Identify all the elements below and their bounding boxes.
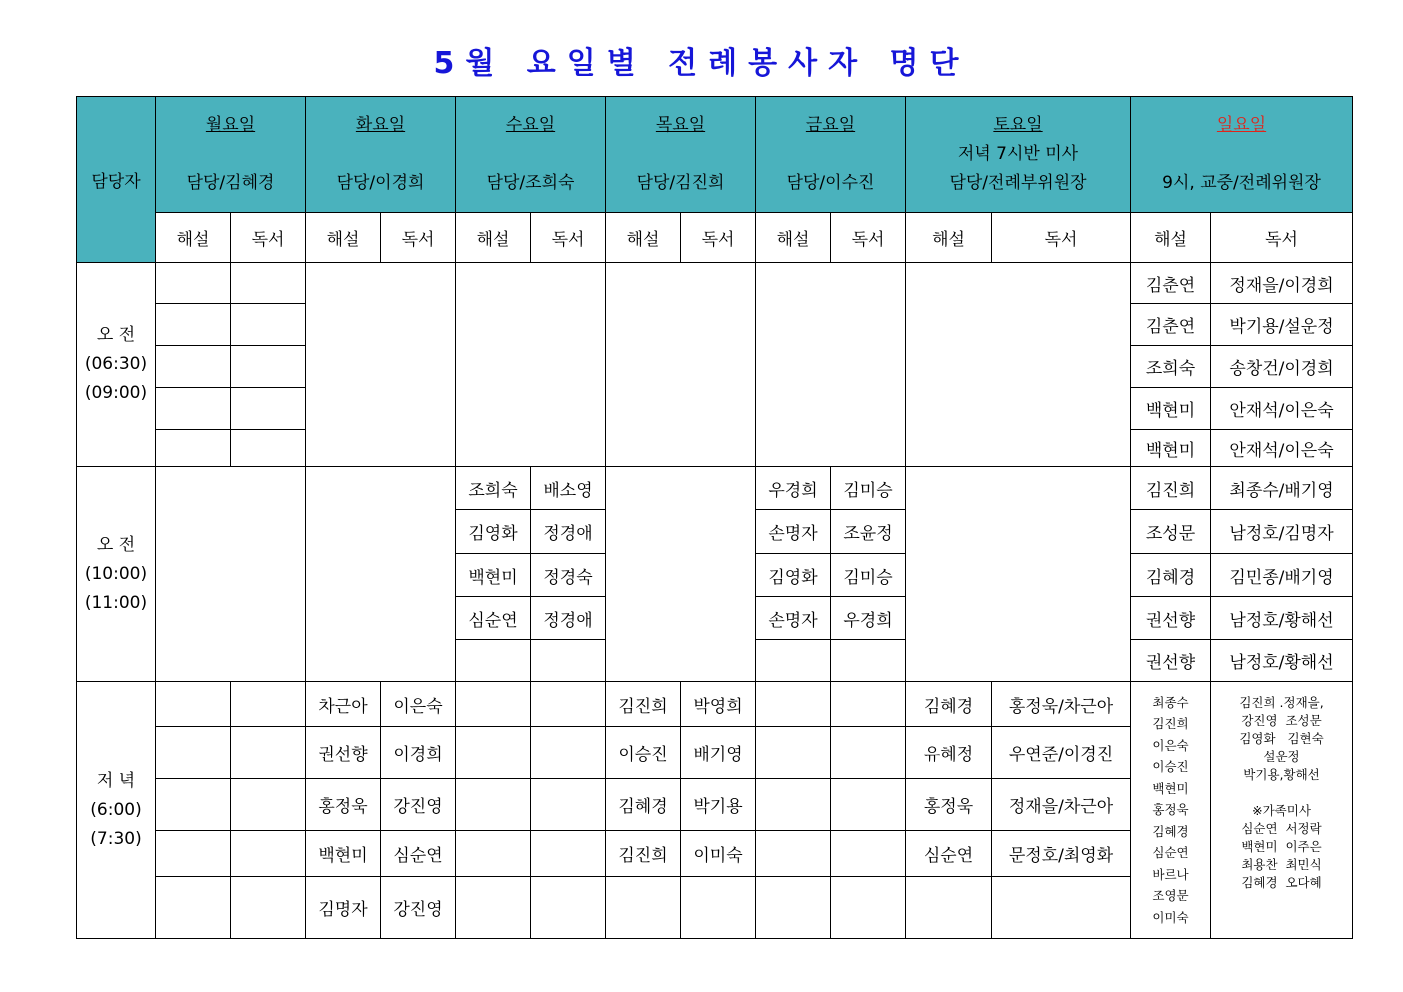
reader-cell: 안재석/이은숙 [1211, 388, 1353, 430]
empty-cell [831, 877, 906, 939]
commentary-cell [756, 640, 831, 682]
day-manager: 담당/김진희 [636, 173, 725, 193]
empty-cell [531, 682, 606, 727]
empty-cell [231, 779, 306, 831]
reader-cell [531, 640, 606, 682]
day-header-tue [306, 97, 456, 213]
roster-table [76, 96, 1353, 939]
day-header-mon [156, 97, 306, 213]
reader-cell: 안재석/이은숙 [1211, 430, 1353, 467]
reader-cell: 송창건/이경희 [1211, 346, 1353, 388]
empty-cell [156, 779, 231, 831]
empty-cell [756, 877, 831, 939]
reader-cell [831, 640, 906, 682]
empty-block [306, 467, 456, 682]
reader-cell: 정재을/이경희 [1211, 263, 1353, 304]
reader-cell: 최종수/배기영 [1211, 467, 1353, 510]
empty-cell [456, 831, 531, 877]
list-item: ※가족미사 [1252, 803, 1311, 818]
reader-cell: 정경애 [531, 597, 606, 640]
empty-block [756, 263, 906, 467]
reader-cell: 김미승 [831, 554, 906, 597]
list-item: 심순연 서정락 [1241, 821, 1322, 836]
empty-block [906, 467, 1131, 682]
commentary-cell: 백현미 [306, 831, 381, 877]
reader-cell: 조윤정 [831, 510, 906, 554]
period-time: (09:00) [84, 383, 148, 403]
day-header-wed [456, 97, 606, 213]
reader-cell: 배기영 [681, 727, 756, 779]
empty-cell [531, 877, 606, 939]
commentary-cell [906, 877, 992, 939]
empty-block [906, 263, 1131, 467]
period-time: (6:00) [90, 799, 142, 820]
period-name: 오 전 [96, 534, 136, 555]
list-item: 최종수 [1152, 694, 1189, 710]
list-item: 김혜경 오다혜 [1241, 875, 1322, 890]
empty-cell [756, 779, 831, 831]
empty-cell [231, 877, 306, 939]
day-manager: 담당/이경희 [336, 173, 425, 193]
empty-cell [231, 682, 306, 727]
empty-cell [156, 430, 231, 467]
commentary-cell: 이승진 [606, 727, 681, 779]
commentary-cell: 권선향 [306, 727, 381, 779]
reader-cell: 문정호/최영화 [992, 831, 1131, 877]
list-item: 조영문 [1152, 888, 1189, 904]
empty-cell [156, 727, 231, 779]
day-name: 화요일 [355, 115, 406, 135]
commentary-cell: 손명자 [756, 510, 831, 554]
period-name: 저 녁 [96, 770, 136, 791]
day-name: 목요일 [655, 115, 706, 135]
empty-cell [456, 877, 531, 939]
sunday-evening-reader-list [1211, 682, 1353, 939]
empty-cell [456, 682, 531, 727]
period-time: (7:30) [90, 828, 142, 849]
day-manager: 담당/이수진 [786, 173, 875, 193]
empty-cell [831, 682, 906, 727]
reader-cell: 정재을/차근아 [992, 779, 1131, 831]
empty-block [456, 263, 606, 467]
list-item: 백현미 [1152, 780, 1189, 796]
commentary-cell: 김혜경 [606, 779, 681, 831]
empty-cell [231, 727, 306, 779]
role-reader-header: 독서 [992, 213, 1131, 263]
reader-cell: 배소영 [531, 467, 606, 510]
day-manager: 9시, 교중/전례위원장 [1162, 173, 1321, 193]
reader-cell: 남정호/김명자 [1211, 510, 1353, 554]
empty-cell [756, 682, 831, 727]
role-commentary-header: 해설 [756, 213, 831, 263]
commentary-cell: 김혜경 [906, 682, 992, 727]
reader-cell [681, 877, 756, 939]
list-item: 김진희 .정재을, [1239, 695, 1324, 710]
empty-cell [231, 430, 306, 467]
commentary-cell: 조희숙 [456, 467, 531, 510]
commentary-cell: 김진희 [1131, 467, 1211, 510]
table-row [77, 467, 1353, 510]
empty-cell [231, 263, 306, 304]
empty-cell [531, 779, 606, 831]
reader-cell: 우연준/이경진 [992, 727, 1131, 779]
list-item: 박기용,황해선 [1243, 767, 1320, 782]
empty-cell [156, 877, 231, 939]
role-reader-header: 독서 [1211, 213, 1353, 263]
table-row [77, 682, 1353, 727]
role-commentary-header: 해설 [456, 213, 531, 263]
commentary-cell: 조성문 [1131, 510, 1211, 554]
commentary-cell: 백현미 [1131, 388, 1211, 430]
empty-cell [231, 831, 306, 877]
day-name: 일요일 [1216, 115, 1267, 135]
period-time: (10:00) [84, 563, 148, 584]
period-time: (11:00) [84, 592, 148, 613]
empty-cell [456, 727, 531, 779]
day-manager: 담당/전례부위원장 [949, 173, 1087, 193]
empty-cell [831, 727, 906, 779]
list-item: 홍정욱 [1152, 802, 1189, 818]
day-header-sun [1131, 97, 1353, 213]
commentary-cell: 조희숙 [1131, 346, 1211, 388]
commentary-cell: 백현미 [1131, 430, 1211, 467]
period-time: (06:30) [84, 354, 148, 374]
period-label [77, 263, 156, 467]
reader-cell: 남정호/황해선 [1211, 640, 1353, 682]
day-name: 월요일 [205, 115, 256, 135]
list-item: 최용찬 최민식 [1241, 857, 1322, 872]
reader-cell: 강진영 [381, 779, 456, 831]
empty-cell [756, 727, 831, 779]
list-item: 이은숙 [1152, 737, 1189, 753]
reader-cell: 정경애 [531, 510, 606, 554]
reader-cell: 정경숙 [531, 554, 606, 597]
reader-cell: 이미숙 [681, 831, 756, 877]
list-item: 이미숙 [1152, 909, 1189, 925]
role-commentary-header: 해설 [156, 213, 231, 263]
commentary-cell: 심순연 [906, 831, 992, 877]
commentary-cell: 심순연 [456, 597, 531, 640]
commentary-cell: 김진희 [606, 682, 681, 727]
period-name: 오 전 [96, 325, 136, 345]
corner-header: 담당자 [77, 97, 156, 263]
commentary-cell: 김혜경 [1131, 554, 1211, 597]
commentary-cell [456, 640, 531, 682]
empty-cell [231, 388, 306, 430]
table-row [77, 263, 1353, 304]
empty-block [606, 263, 756, 467]
reader-cell: 이경희 [381, 727, 456, 779]
empty-cell [156, 682, 231, 727]
commentary-cell: 김진희 [606, 831, 681, 877]
reader-cell [992, 877, 1131, 939]
empty-cell [756, 831, 831, 877]
empty-block [606, 467, 756, 682]
empty-cell [156, 304, 231, 346]
day-manager: 담당/김혜경 [186, 173, 275, 193]
role-reader-header: 독서 [831, 213, 906, 263]
page-title: 5월 요일별 전례봉사자 명단 [433, 46, 970, 81]
list-item: 백현미 이주은 [1241, 839, 1322, 854]
day-name: 토요일 [993, 115, 1043, 135]
role-commentary-header: 해설 [1131, 213, 1211, 263]
list-item: 김영화 김현숙 [1239, 731, 1324, 746]
role-commentary-header: 해설 [906, 213, 992, 263]
empty-cell [531, 831, 606, 877]
day-header-sat [906, 97, 1131, 213]
day-manager: 담당/조희숙 [486, 173, 575, 193]
reader-cell: 김미승 [831, 467, 906, 510]
commentary-cell: 우경희 [756, 467, 831, 510]
reader-cell: 우경희 [831, 597, 906, 640]
list-item: 김진희 [1152, 716, 1189, 732]
commentary-cell: 홍정욱 [906, 779, 992, 831]
day-name: 수요일 [505, 115, 556, 135]
list-item: 이승진 [1152, 759, 1189, 775]
empty-block [156, 467, 306, 682]
commentary-cell: 홍정욱 [306, 779, 381, 831]
list-item: 강진영 조성문 [1241, 713, 1322, 728]
empty-cell [231, 346, 306, 388]
day-header-fri [756, 97, 906, 213]
reader-cell: 심순연 [381, 831, 456, 877]
commentary-cell: 백현미 [456, 554, 531, 597]
commentary-cell [606, 877, 681, 939]
role-reader-header: 독서 [381, 213, 456, 263]
role-row [77, 213, 1353, 263]
empty-cell [831, 779, 906, 831]
list-item: 김혜경 [1152, 823, 1189, 839]
commentary-cell: 유혜정 [906, 727, 992, 779]
list-item: 바르나 [1152, 866, 1189, 882]
commentary-cell: 김영화 [756, 554, 831, 597]
reader-cell: 김민종/배기영 [1211, 554, 1353, 597]
empty-cell [531, 727, 606, 779]
reader-cell: 홍정욱/차근아 [992, 682, 1131, 727]
empty-cell [231, 304, 306, 346]
day-name: 금요일 [805, 115, 856, 135]
reader-cell: 박영희 [681, 682, 756, 727]
day-header-thu [606, 97, 756, 213]
role-reader-header: 독서 [531, 213, 606, 263]
commentary-cell: 권선향 [1131, 640, 1211, 682]
list-item [1211, 784, 1352, 802]
empty-cell [156, 346, 231, 388]
day-extra: 저녁 7시반 미사 [957, 144, 1079, 164]
commentary-cell: 김명자 [306, 877, 381, 939]
commentary-cell: 손명자 [756, 597, 831, 640]
role-reader-header: 독서 [231, 213, 306, 263]
reader-cell: 박기용/설운정 [1211, 304, 1353, 346]
reader-cell: 이은숙 [381, 682, 456, 727]
empty-cell [156, 388, 231, 430]
reader-cell: 강진영 [381, 877, 456, 939]
reader-cell: 박기용 [681, 779, 756, 831]
role-commentary-header: 해설 [306, 213, 381, 263]
empty-cell [831, 831, 906, 877]
commentary-cell: 김춘연 [1131, 304, 1211, 346]
sunday-evening-commentary-list [1131, 682, 1211, 939]
commentary-cell: 권선향 [1131, 597, 1211, 640]
list-item: 설운정 [1263, 749, 1300, 764]
role-commentary-header: 해설 [606, 213, 681, 263]
commentary-cell: 김춘연 [1131, 263, 1211, 304]
commentary-cell: 김영화 [456, 510, 531, 554]
empty-cell [456, 779, 531, 831]
role-reader-header: 독서 [681, 213, 756, 263]
list-item: 심순연 [1152, 845, 1189, 861]
period-label [77, 467, 156, 682]
empty-block [306, 263, 456, 467]
period-label [77, 682, 156, 939]
empty-cell [156, 263, 231, 304]
reader-cell: 남정호/황해선 [1211, 597, 1353, 640]
commentary-cell: 차근아 [306, 682, 381, 727]
empty-cell [156, 831, 231, 877]
